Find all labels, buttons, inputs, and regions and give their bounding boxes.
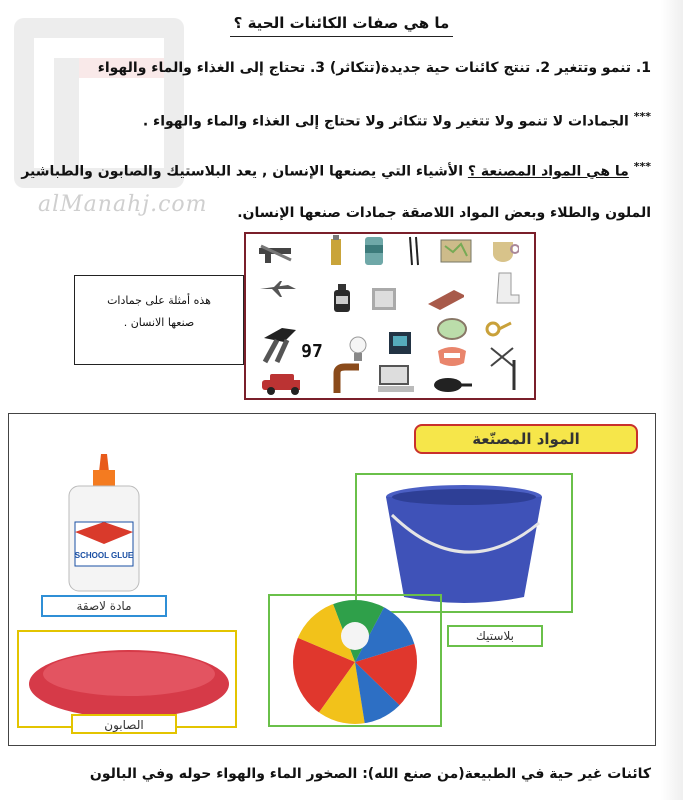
- tube-icon: [316, 236, 356, 266]
- objects-collage: [244, 232, 536, 400]
- inanimate-text: الجمادات لا تنمو ولا تتغير ولا تتكاثر ولا تحتاج إلى الغذاء والماء والهواء .: [142, 113, 629, 130]
- glue-bottle-icon: [49, 452, 169, 597]
- note-line-2: صنعها الانسان .: [123, 316, 195, 329]
- materials-title: المواد المصنّعة: [414, 424, 638, 454]
- airplane-icon: [258, 274, 298, 304]
- page-edge-shadow: [661, 0, 683, 800]
- phone-icon: [380, 328, 420, 358]
- denture-icon: [432, 342, 472, 372]
- stars-marker-2: ***: [633, 160, 651, 173]
- bucket-icon: [357, 475, 571, 611]
- bucket-frame: [355, 473, 573, 613]
- question-line: [21, 160, 651, 180]
- glue-bottle-text: SCHOOL GLUE: [74, 551, 134, 560]
- can-icon: [354, 236, 394, 266]
- answer-text: الأشياء التي يصنعها الإنسان , يعد البلاستيك والصابون والطباشير: [21, 163, 464, 180]
- stick-icon: [494, 360, 534, 390]
- map-icon: [436, 236, 476, 266]
- pipe-icon: [326, 364, 366, 394]
- cup-icon: [484, 236, 524, 266]
- stars-marker: ***: [633, 110, 651, 123]
- examples-note-box: [74, 275, 244, 365]
- number-97-icon: 97: [301, 340, 323, 362]
- watermark-text: alManahj.com: [38, 192, 208, 217]
- continuation-line: الملون والطلاء وبعض المواد اللاصقة جمادات صنعها الإنسان.: [237, 205, 651, 221]
- bottle-icon: [322, 284, 362, 314]
- manufactured-materials-panel: [8, 413, 656, 746]
- soap-icon: [19, 632, 235, 726]
- bulb-icon: [338, 334, 378, 364]
- note-line-1: هذه أمثلة على جمادات: [107, 294, 211, 307]
- gun-icon: [256, 238, 296, 268]
- soap-label: الصابون: [71, 714, 177, 734]
- natural-nonliving-line: كائنات غير حية في الطبيعة(من صنع الله): الصخور الماء والهواء حوله وفي البالون: [89, 766, 651, 782]
- page-title: [0, 14, 683, 32]
- inanimate-line: [31, 110, 651, 130]
- boot-icon: [486, 274, 526, 304]
- chopsticks-icon: [394, 236, 434, 266]
- ball-frame: [268, 594, 442, 727]
- car-icon: [260, 368, 300, 398]
- wrench-icon: [256, 334, 296, 364]
- traits-line: 1. تنمو وتتغير 2. تنتج كائنات حية جديدة(تتكاثر) 3. تحتاج إلى الغذاء والماء والهواء: [97, 60, 651, 76]
- keyring-icon: [478, 314, 518, 344]
- question-text: ما هي المواد المصنعة ؟: [467, 163, 629, 180]
- brick-icon: [424, 284, 464, 314]
- pan-icon: [432, 370, 472, 400]
- glue-label: مادة لاصقة: [41, 595, 167, 617]
- plastic-label: بلاستيك: [447, 625, 543, 647]
- glue-image: [49, 452, 169, 597]
- computer-icon: [376, 364, 416, 394]
- sieve-icon: [432, 314, 472, 344]
- title-text: ما هي صفات الكائنات الحية ؟: [230, 14, 454, 37]
- book-icon: [364, 284, 404, 314]
- beach-ball-icon: [270, 596, 440, 725]
